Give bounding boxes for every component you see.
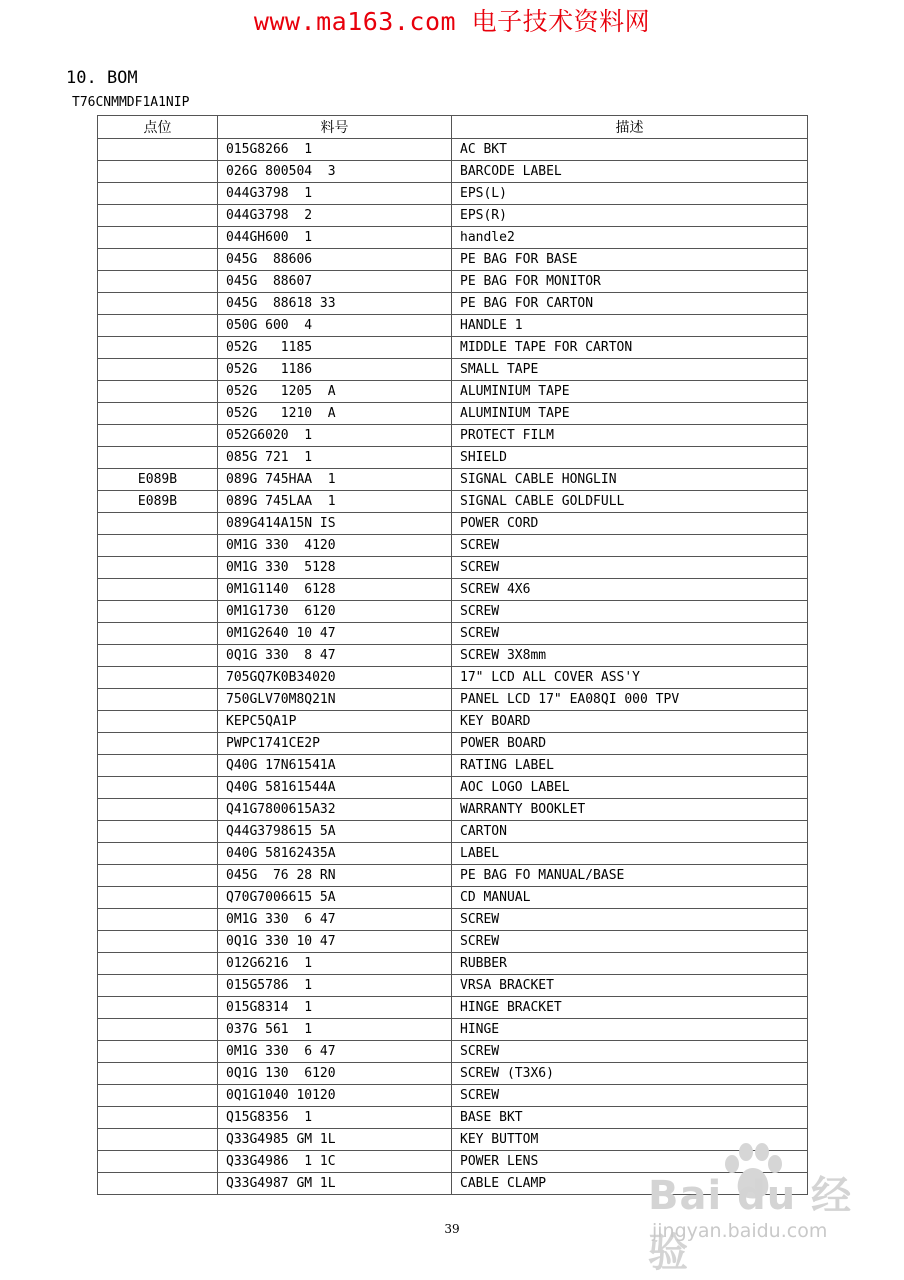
cell-position: [98, 139, 218, 161]
cell-part-number: Q33G4986 1 1C: [218, 1151, 452, 1173]
table-row: [98, 623, 808, 645]
cell-part-number: 0M1G 330 5128: [218, 557, 452, 579]
cell-part-number: 0Q1G 330 8 47: [218, 645, 452, 667]
table-row: [98, 249, 808, 271]
table-row: [98, 821, 808, 843]
table-row: [98, 227, 808, 249]
table-row: [98, 755, 808, 777]
cell-position: [98, 1063, 218, 1085]
cell-part-number: 012G6216 1: [218, 953, 452, 975]
cell-part-number: 0Q1G 330 10 47: [218, 931, 452, 953]
table-row: [98, 953, 808, 975]
cell-position: [98, 513, 218, 535]
table-row: [98, 337, 808, 359]
cell-part-number: 0Q1G 130 6120: [218, 1063, 452, 1085]
cell-position: [98, 535, 218, 557]
cell-part-number: 052G 1186: [218, 359, 452, 381]
cell-description: POWER LENS: [452, 1151, 808, 1173]
cell-position: [98, 975, 218, 997]
cell-description: SCREW: [452, 909, 808, 931]
cell-description: ALUMINIUM TAPE: [452, 381, 808, 403]
cell-part-number: 750GLV70M8Q21N: [218, 689, 452, 711]
table-row: [98, 799, 808, 821]
cell-description: SCREW (T3X6): [452, 1063, 808, 1085]
cell-description: PE BAG FOR MONITOR: [452, 271, 808, 293]
cell-description: HINGE: [452, 1019, 808, 1041]
cell-position: [98, 1173, 218, 1195]
table-row: [98, 865, 808, 887]
cell-position: [98, 777, 218, 799]
cell-description: PE BAG FOR CARTON: [452, 293, 808, 315]
table-row: [98, 205, 808, 227]
baidu-watermark: [640, 1142, 860, 1276]
cell-part-number: Q44G3798615 5A: [218, 821, 452, 843]
cell-description: HANDLE 1: [452, 315, 808, 337]
cell-description: SCREW 4X6: [452, 579, 808, 601]
cell-position: [98, 865, 218, 887]
cell-description: PROTECT FILM: [452, 425, 808, 447]
cell-description: LABEL: [452, 843, 808, 865]
cell-part-number: Q40G 17N61541A: [218, 755, 452, 777]
cell-description: CABLE CLAMP: [452, 1173, 808, 1195]
cell-position: E089B: [98, 469, 218, 491]
table-row: [98, 667, 808, 689]
table-row: [98, 491, 808, 513]
cell-part-number: 0M1G 330 6 47: [218, 1041, 452, 1063]
cell-description: PE BAG FOR BASE: [452, 249, 808, 271]
cell-part-number: 045G 88618 33: [218, 293, 452, 315]
cell-part-number: Q40G 58161544A: [218, 777, 452, 799]
bom-table-body: [98, 139, 808, 1195]
table-row: [98, 579, 808, 601]
cell-position: [98, 1107, 218, 1129]
cell-description: EPS(R): [452, 205, 808, 227]
cell-part-number: 045G 88607: [218, 271, 452, 293]
cell-part-number: 026G 800504 3: [218, 161, 452, 183]
table-row: [98, 1085, 808, 1107]
cell-part-number: 052G 1210 A: [218, 403, 452, 425]
cell-position: [98, 601, 218, 623]
cell-position: [98, 249, 218, 271]
cell-part-number: Q33G4987 GM 1L: [218, 1173, 452, 1195]
cell-description: POWER CORD: [452, 513, 808, 535]
table-row: [98, 1019, 808, 1041]
cell-part-number: 0M1G1730 6120: [218, 601, 452, 623]
cell-description: SMALL TAPE: [452, 359, 808, 381]
cell-part-number: KEPC5QA1P: [218, 711, 452, 733]
table-row: [98, 447, 808, 469]
cell-description: handle2: [452, 227, 808, 249]
cell-description: BASE BKT: [452, 1107, 808, 1129]
cell-description: PANEL LCD 17" EA08QI 000 TPV: [452, 689, 808, 711]
cell-description: EPS(L): [452, 183, 808, 205]
table-row: [98, 381, 808, 403]
table-row: [98, 645, 808, 667]
table-row: [98, 1041, 808, 1063]
cell-position: [98, 711, 218, 733]
cell-position: [98, 315, 218, 337]
cell-part-number: 0M1G2640 10 47: [218, 623, 452, 645]
cell-part-number: Q15G8356 1: [218, 1107, 452, 1129]
baidu-brand-text: Bai du 经验: [648, 1173, 853, 1276]
cell-position: [98, 337, 218, 359]
cell-description: KEY BUTTOM: [452, 1129, 808, 1151]
cell-position: [98, 997, 218, 1019]
cell-position: [98, 689, 218, 711]
table-row: [98, 557, 808, 579]
cell-position: [98, 403, 218, 425]
column-header-part-number: 料号: [218, 116, 452, 139]
table-row: [98, 997, 808, 1019]
table-row: [98, 535, 808, 557]
cell-position: [98, 161, 218, 183]
cell-position: [98, 843, 218, 865]
cell-position: [98, 183, 218, 205]
cell-position: [98, 271, 218, 293]
cell-description: 17" LCD ALL COVER ASS'Y: [452, 667, 808, 689]
cell-description: RUBBER: [452, 953, 808, 975]
cell-position: [98, 1085, 218, 1107]
cell-description: RATING LABEL: [452, 755, 808, 777]
cell-position: [98, 645, 218, 667]
table-row: [98, 601, 808, 623]
cell-position: [98, 425, 218, 447]
cell-position: [98, 381, 218, 403]
cell-description: SHIELD: [452, 447, 808, 469]
cell-description: BARCODE LABEL: [452, 161, 808, 183]
table-row: [98, 975, 808, 997]
cell-description: SCREW: [452, 931, 808, 953]
cell-part-number: 044GH600 1: [218, 227, 452, 249]
cell-position: [98, 953, 218, 975]
bom-table: [97, 115, 808, 1195]
column-header-description: 描述: [452, 116, 808, 139]
cell-part-number: 052G 1185: [218, 337, 452, 359]
cell-position: E089B: [98, 491, 218, 513]
table-row: [98, 689, 808, 711]
cell-position: [98, 909, 218, 931]
cell-description: AC BKT: [452, 139, 808, 161]
model-number: T76CNMMDF1A1NIP: [72, 95, 190, 110]
cell-part-number: 044G3798 1: [218, 183, 452, 205]
cell-part-number: 037G 561 1: [218, 1019, 452, 1041]
cell-part-number: 0Q1G1040 10120: [218, 1085, 452, 1107]
table-row: [98, 139, 808, 161]
table-row: [98, 271, 808, 293]
cell-part-number: 0M1G1140 6128: [218, 579, 452, 601]
cell-position: [98, 799, 218, 821]
table-row: [98, 777, 808, 799]
cell-position: [98, 1151, 218, 1173]
cell-part-number: 0M1G 330 6 47: [218, 909, 452, 931]
table-header-row: [98, 116, 808, 139]
cell-part-number: 705GQ7K0B34020: [218, 667, 452, 689]
cell-position: [98, 557, 218, 579]
baidu-url-text: jingyan.baidu.com: [652, 1220, 828, 1242]
cell-description: SCREW: [452, 1085, 808, 1107]
cell-description: PE BAG FO MANUAL/BASE: [452, 865, 808, 887]
table-row: [98, 711, 808, 733]
table-row: [98, 315, 808, 337]
table-row: [98, 161, 808, 183]
cell-description: SCREW: [452, 601, 808, 623]
cell-part-number: 045G 88606: [218, 249, 452, 271]
cell-description: AOC LOGO LABEL: [452, 777, 808, 799]
table-row: [98, 909, 808, 931]
cell-position: [98, 733, 218, 755]
cell-description: ALUMINIUM TAPE: [452, 403, 808, 425]
column-header-position: 点位: [98, 116, 218, 139]
table-row: [98, 359, 808, 381]
cell-position: [98, 667, 218, 689]
cell-part-number: Q33G4985 GM 1L: [218, 1129, 452, 1151]
cell-description: HINGE BRACKET: [452, 997, 808, 1019]
cell-description: CD MANUAL: [452, 887, 808, 909]
table-row: [98, 733, 808, 755]
cell-description: SCREW: [452, 623, 808, 645]
cell-part-number: 089G 745HAA 1: [218, 469, 452, 491]
cell-position: [98, 293, 218, 315]
section-title: 10. BOM: [66, 68, 138, 88]
cell-position: [98, 579, 218, 601]
table-row: [98, 1063, 808, 1085]
cell-description: CARTON: [452, 821, 808, 843]
cell-position: [98, 1041, 218, 1063]
table-row: [98, 469, 808, 491]
cell-part-number: 085G 721 1: [218, 447, 452, 469]
cell-description: WARRANTY BOOKLET: [452, 799, 808, 821]
table-row: [98, 843, 808, 865]
cell-position: [98, 1129, 218, 1151]
cell-position: [98, 227, 218, 249]
cell-description: SIGNAL CABLE HONGLIN: [452, 469, 808, 491]
table-row: [98, 931, 808, 953]
cell-part-number: 050G 600 4: [218, 315, 452, 337]
cell-part-number: 015G8266 1: [218, 139, 452, 161]
cell-position: [98, 887, 218, 909]
cell-description: VRSA BRACKET: [452, 975, 808, 997]
cell-position: [98, 205, 218, 227]
cell-position: [98, 1019, 218, 1041]
cell-position: [98, 623, 218, 645]
cell-description: SIGNAL CABLE GOLDFULL: [452, 491, 808, 513]
page-number: 39: [444, 1222, 460, 1236]
cell-part-number: 089G414A15N IS: [218, 513, 452, 535]
cell-part-number: Q41G7800615A32: [218, 799, 452, 821]
cell-part-number: 052G6020 1: [218, 425, 452, 447]
table-row: [98, 1107, 808, 1129]
table-row: [98, 293, 808, 315]
table-row: [98, 513, 808, 535]
cell-part-number: PWPC1741CE2P: [218, 733, 452, 755]
cell-part-number: 045G 76 28 RN: [218, 865, 452, 887]
table-row: [98, 183, 808, 205]
cell-part-number: 015G5786 1: [218, 975, 452, 997]
cell-position: [98, 359, 218, 381]
cell-part-number: 015G8314 1: [218, 997, 452, 1019]
cell-part-number: 044G3798 2: [218, 205, 452, 227]
cell-description: SCREW 3X8mm: [452, 645, 808, 667]
cell-description: SCREW: [452, 557, 808, 579]
table-row: [98, 403, 808, 425]
cell-part-number: 0M1G 330 4120: [218, 535, 452, 557]
cell-part-number: Q70G7006615 5A: [218, 887, 452, 909]
cell-position: [98, 447, 218, 469]
cell-description: MIDDLE TAPE FOR CARTON: [452, 337, 808, 359]
table-row: [98, 425, 808, 447]
cell-part-number: 089G 745LAA 1: [218, 491, 452, 513]
site-header: www.ma163.com 电子技术资料网: [253, 7, 651, 36]
cell-position: [98, 755, 218, 777]
cell-part-number: 052G 1205 A: [218, 381, 452, 403]
cell-description: SCREW: [452, 1041, 808, 1063]
table-row: [98, 887, 808, 909]
cell-position: [98, 821, 218, 843]
cell-part-number: 040G 58162435A: [218, 843, 452, 865]
cell-position: [98, 931, 218, 953]
cell-description: POWER BOARD: [452, 733, 808, 755]
cell-description: SCREW: [452, 535, 808, 557]
cell-description: KEY BOARD: [452, 711, 808, 733]
